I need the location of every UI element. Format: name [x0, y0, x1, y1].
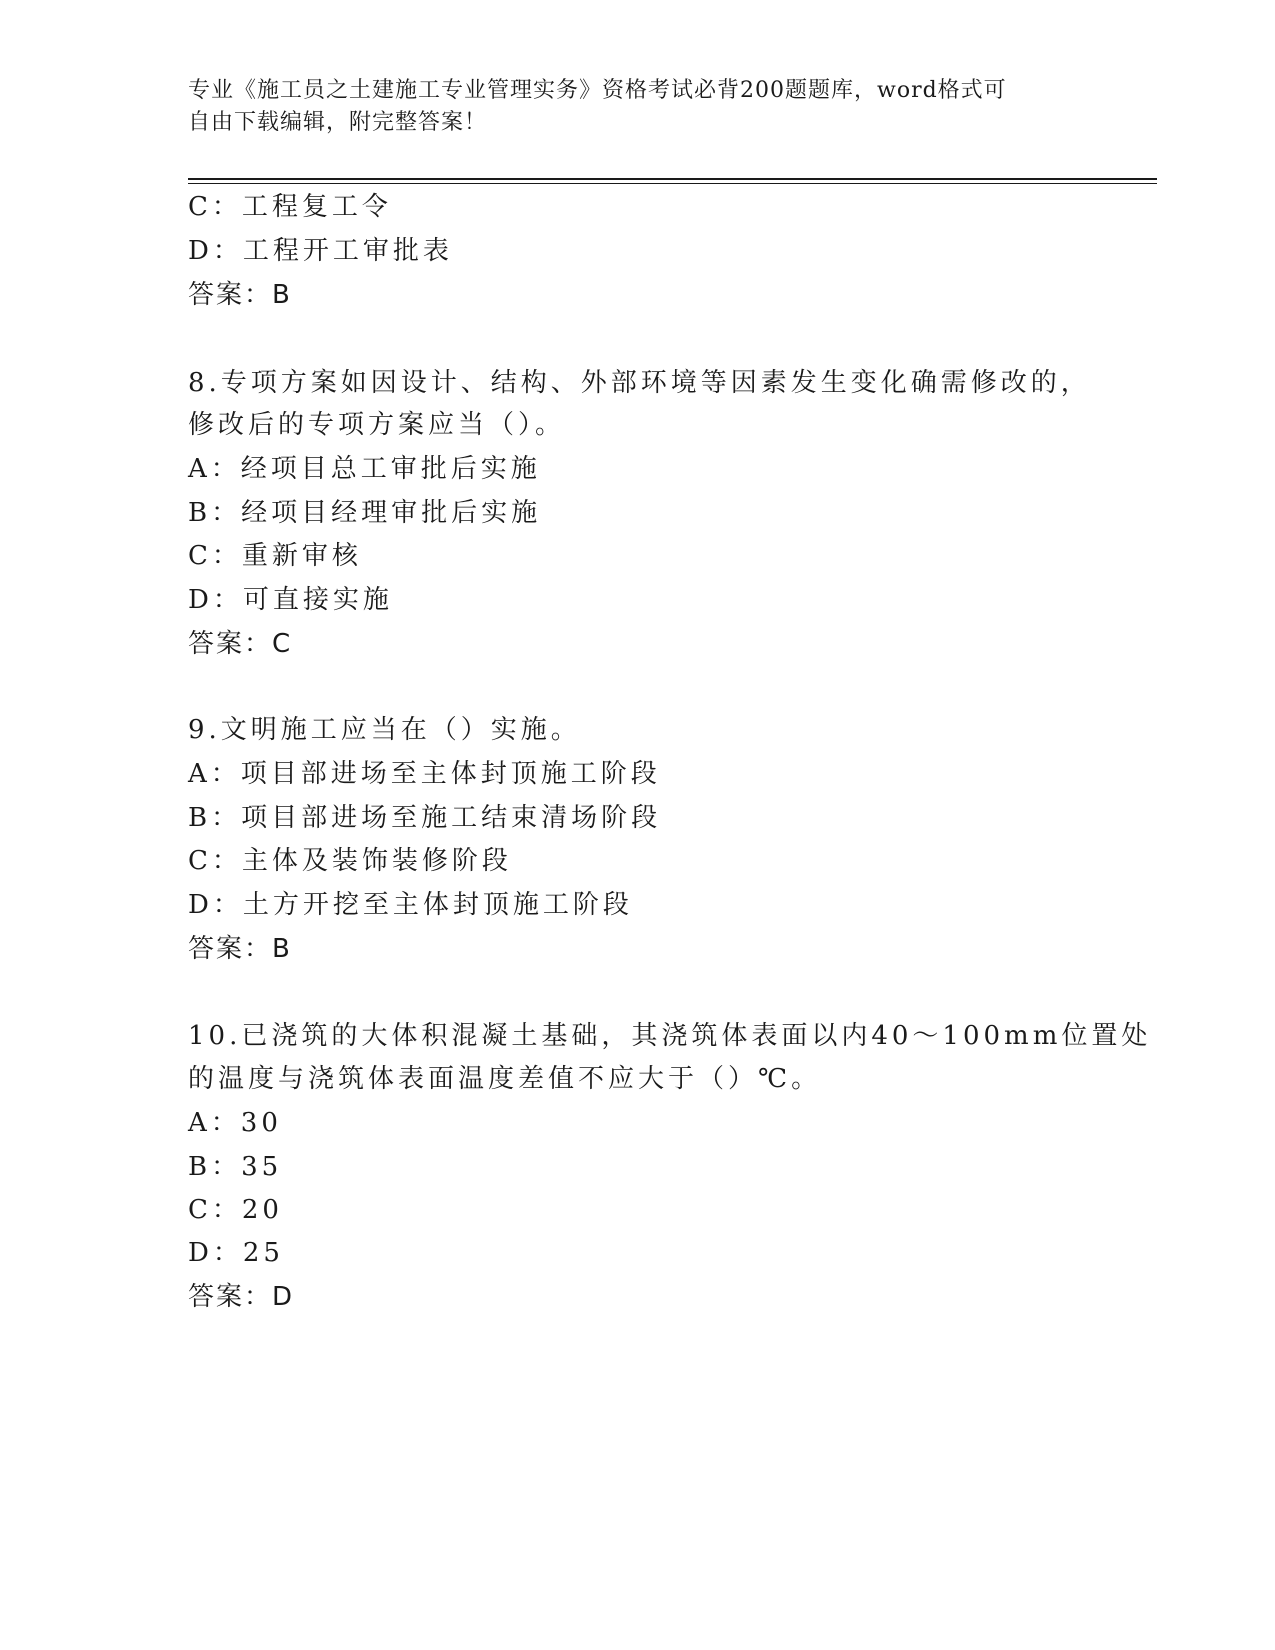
answer: 答案：B: [188, 934, 292, 964]
option-d: D：土方开挖至主体封顶施工阶段: [188, 890, 633, 920]
answer: 答案：D: [188, 1282, 295, 1312]
option-a: A：项目部进场至主体封顶施工阶段: [188, 759, 661, 789]
option-d: D：25: [188, 1238, 284, 1268]
option-c: C：20: [188, 1195, 283, 1225]
option-c: C：工程复工令: [188, 192, 392, 222]
option-b: B：35: [188, 1152, 283, 1182]
option-b: B：项目部进场至施工结束清场阶段: [188, 803, 662, 833]
header-title-line-2: 自由下载编辑，附完整答案！: [188, 110, 488, 135]
option-b: B：经项目经理审批后实施: [188, 498, 542, 528]
question-stem-line-1: 9.文明施工应当在（）实施。: [188, 715, 581, 745]
answer: 答案：B: [188, 280, 292, 310]
question-stem-line-1: 8.专项方案如因设计、结构、外部环境等因素发生变化确需修改的，: [188, 368, 1091, 398]
option-c: C：重新审核: [188, 541, 362, 571]
header-divider-thin: [188, 183, 1157, 184]
option-a: A：30: [188, 1108, 282, 1138]
answer: 答案：C: [188, 629, 293, 659]
option-a: A：经项目总工审批后实施: [188, 454, 541, 484]
option-d: D：工程开工审批表: [188, 236, 453, 266]
option-d: D：可直接实施: [188, 585, 393, 615]
question-stem-line-2: 修改后的专项方案应当（）。: [188, 410, 566, 440]
question-stem-line-1: 10.已浇筑的大体积混凝土基础，其浇筑体表面以内40～100mm位置处: [188, 1021, 1152, 1051]
header-title-line-1: 专业《施工员之土建施工专业管理实务》资格考试必背200题题库，word格式可: [188, 78, 1007, 103]
question-stem-line-2: 的温度与浇筑体表面温度差值不应大于（）℃。: [188, 1064, 822, 1094]
header-divider-thick: [188, 178, 1157, 180]
option-c: C：主体及装饰装修阶段: [188, 846, 512, 876]
